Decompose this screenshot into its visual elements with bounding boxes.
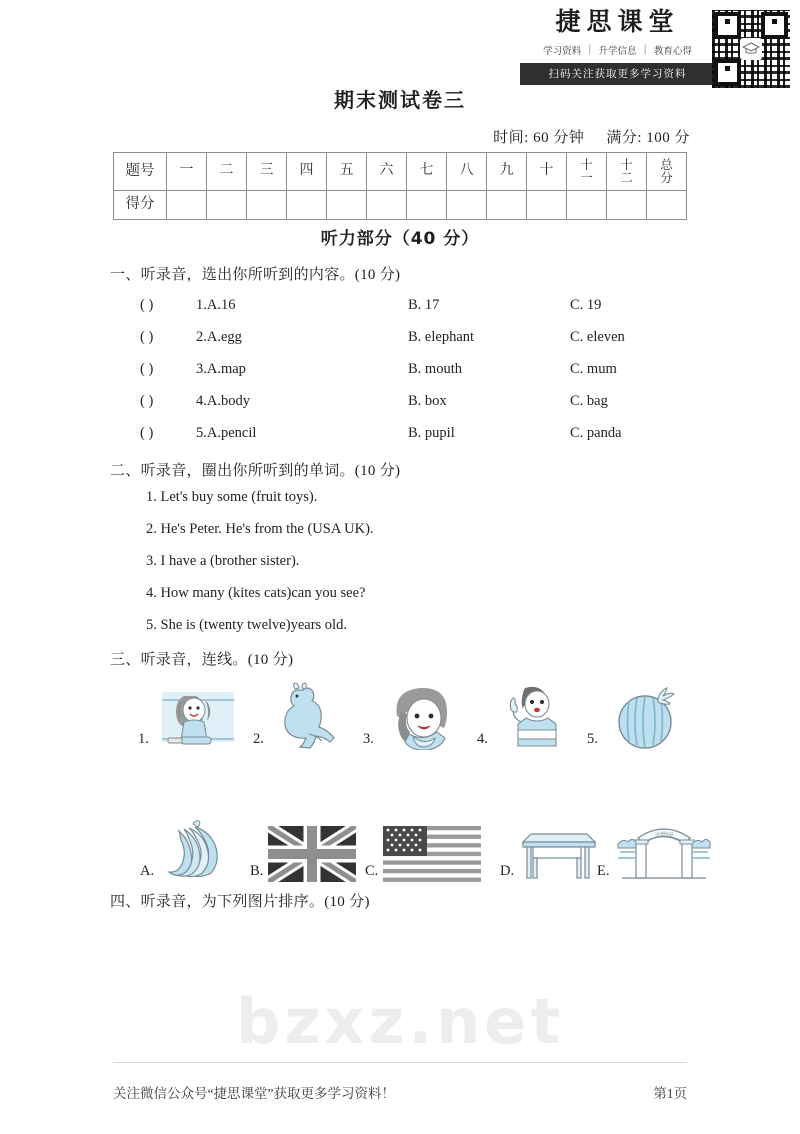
match-option-b-label: B. [250,863,264,879]
option-b[interactable]: B. box [408,393,447,409]
match-option-b[interactable] [250,826,356,882]
exam-meta [493,126,690,147]
option-c[interactable]: C. 19 [570,297,602,313]
brand-block [520,8,715,85]
score-table-col-3: 三 [247,153,287,191]
brand-tagline [520,43,715,57]
match-pictures-numbered-row [110,678,700,750]
option-c[interactable]: C. mum [570,361,617,377]
desk-icon [519,820,599,882]
score-cell[interactable] [607,191,647,220]
table-row [114,153,687,191]
match-option-a-label: A. [140,863,155,879]
match-option-c[interactable] [365,826,481,882]
match-option-e-label: E. [597,863,610,879]
score-cell[interactable] [167,191,207,220]
match-item-2-label: 2. [253,731,264,747]
score-cell[interactable] [647,191,687,220]
option-a[interactable]: 4.A.body [196,393,250,409]
kangaroo-icon [269,682,349,750]
qr-finder-icon [714,12,741,39]
match-item-4[interactable] [477,682,571,750]
score-table-col-12: 十 二 [607,153,647,191]
graduation-cap-icon [740,38,762,60]
match-item-3-label: 3. [363,731,374,747]
circle-item-5[interactable]: 5. She is (twenty twelve)years old. [146,617,347,633]
zoo-gate-icon [614,824,714,882]
page-number: 第1页 [653,1086,687,1101]
brand-tag-2: 升学信息 [598,45,637,57]
score-cell[interactable] [527,191,567,220]
circle-item-4[interactable]: 4. How many (kites cats)can you see? [146,585,366,601]
option-a[interactable]: 1.A.16 [196,297,236,313]
tag-divider-icon: | [588,44,592,55]
match-item-2[interactable] [253,682,349,750]
option-b[interactable]: B. 17 [408,297,440,313]
match-item-1[interactable] [138,682,239,750]
circle-item-1[interactable]: 1. Let's buy some (fruit toys). [146,489,318,505]
score-cell[interactable] [207,191,247,220]
score-cell[interactable] [327,191,367,220]
match-option-d[interactable] [500,820,599,882]
score-table-col-8: 八 [447,153,487,191]
exam-time: 时间: 60 分钟 [493,130,585,146]
option-b[interactable]: B. pupil [408,425,455,441]
match-option-a[interactable] [140,818,237,882]
option-c[interactable]: C. panda [570,425,622,441]
score-table-col-10: 十 [527,153,567,191]
score-table-col-1: 一 [167,153,207,191]
qr-finder-icon [761,12,788,39]
score-cell[interactable] [247,191,287,220]
score-table-col-total: 总 分 [647,153,687,191]
score-table-col-4: 四 [287,153,327,191]
bananas-icon [159,818,237,882]
score-cell[interactable] [567,191,607,220]
score-cell[interactable] [287,191,327,220]
question-4-heading: 四、听录音，为下列图片排序。(10 分) [110,894,370,910]
mc-item-2 [140,329,700,346]
watermark: bzxz.net [236,985,564,1058]
mc-item-3 [140,361,700,378]
score-table [113,152,687,220]
match-option-e[interactable] [597,824,714,882]
score-table-col-11: 十 一 [567,153,607,191]
table-row [114,191,687,220]
question-2-heading: 二、听录音，圈出你所听到的单词。(10 分) [110,463,401,479]
score-cell[interactable] [487,191,527,220]
match-item-5-label: 5. [587,731,598,747]
option-b[interactable]: B. elephant [408,329,475,345]
mc-item-1 [140,297,700,314]
option-a[interactable]: 5.A.pencil [196,425,257,441]
match-item-4-label: 4. [477,731,488,747]
listening-section-header: 听力部分（40 分） [320,229,480,249]
tag-divider-icon: | [643,44,647,55]
boy-pointing-icon [493,682,571,750]
mc-item-4 [140,393,700,410]
circle-item-3[interactable]: 3. I have a (brother sister). [146,553,300,569]
answer-blank[interactable]: ( ) [140,425,154,441]
option-c[interactable]: C. bag [570,393,608,409]
match-pictures-lettered-row [110,810,700,882]
woman-portrait-icon [379,682,467,750]
answer-blank[interactable]: ( ) [140,329,154,345]
usa-flag-icon [383,826,481,882]
exam-total-score: 满分: 100 分 [606,130,690,146]
question-3-heading: 三、听录音，连线。(10 分) [110,652,294,668]
match-option-d-label: D. [500,863,515,879]
score-table-col-9: 九 [487,153,527,191]
match-option-c-label: C. [365,863,379,879]
circle-item-2[interactable]: 2. He's Peter. He's from the (USA UK). [146,521,374,537]
brand-tag-1: 学习资料 [543,45,582,57]
match-item-3[interactable] [363,682,467,750]
qr-finder-icon [714,59,741,86]
zoo-sign-text: 动物园 [655,832,674,839]
score-table-row-label: 得分 [114,191,167,220]
match-item-1-label: 1. [138,731,149,747]
brand-tag-3: 教育心得 [653,45,692,57]
page-title: 期末测试卷三 [334,88,466,112]
option-a[interactable]: 3.A.map [196,361,246,377]
score-table-col-2: 二 [207,153,247,191]
option-b[interactable]: B. mouth [408,361,462,377]
question-1-heading: 一、听录音，选出你所听到的内容。(10 分) [110,267,401,283]
score-table-row-label: 题号 [114,153,167,191]
brand-banner: 扫码关注获取更多学习资料 [520,63,715,85]
uk-flag-icon [268,826,356,882]
footer-note: 关注微信公众号“捷思课堂”获取更多学习资料！ [113,1086,395,1101]
score-cell[interactable] [407,191,447,220]
match-item-5[interactable] [587,680,691,750]
girl-sitting-icon [154,682,239,750]
score-table-col-6: 六 [367,153,407,191]
mc-item-5 [140,425,700,442]
option-a[interactable]: 2.A.egg [196,329,242,345]
score-cell[interactable] [367,191,407,220]
footer-divider [113,1062,687,1063]
answer-blank[interactable]: ( ) [140,393,154,409]
score-table-col-7: 七 [407,153,447,191]
score-table-col-5: 五 [327,153,367,191]
answer-blank[interactable]: ( ) [140,297,154,313]
score-cell[interactable] [447,191,487,220]
answer-blank[interactable]: ( ) [140,361,154,377]
option-c[interactable]: C. eleven [570,329,625,345]
qr-code-icon [712,10,790,88]
brand-name: 捷思课堂 [555,7,680,36]
watermelon-icon [603,680,691,750]
